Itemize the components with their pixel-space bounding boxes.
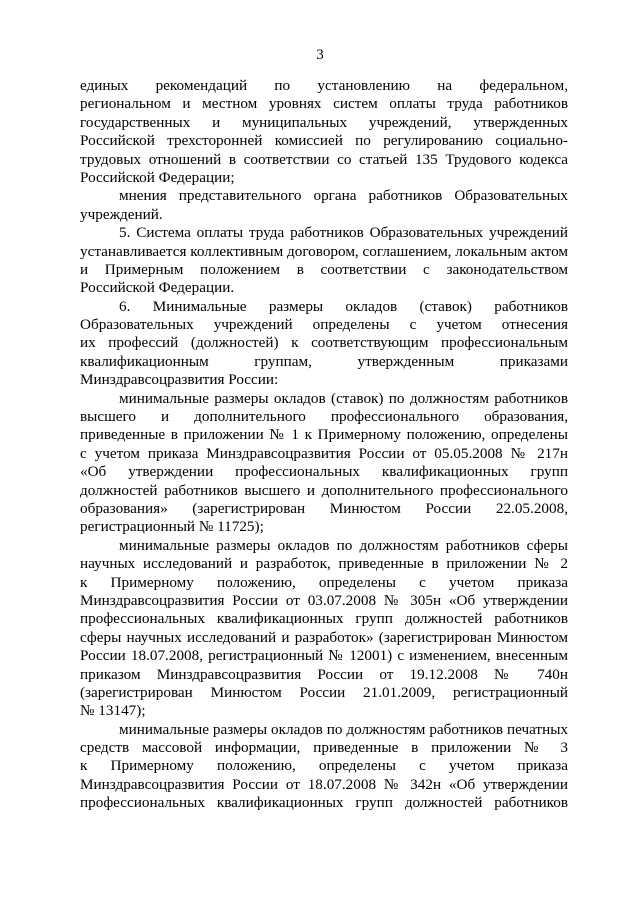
text-line: Российской Федерации. <box>80 279 235 297</box>
text-line: с учетом приказа Минздравсоцразвития России от 05.05.2008 № 217н <box>80 444 568 462</box>
text-line: № 13147); <box>80 702 146 720</box>
text-line: учреждений. <box>80 205 163 223</box>
text-line: минимальные размеры окладов по должностям работников сферы <box>119 536 568 554</box>
text-line: 6. Минимальные размеры окладов (ставок) работников <box>119 297 568 315</box>
text-line: устанавливается коллективным договором, соглашением, локальным актом <box>80 242 568 260</box>
page-number: 3 <box>316 47 324 63</box>
text-line: профессиональных квалификационных групп должностей работников <box>80 794 568 812</box>
text-line: их профессий (должностей) к соответствующим профессиональным <box>80 334 568 352</box>
text-line: Минздравсоцразвития России от 18.07.2008 № 342н «Об утверждении <box>80 775 568 793</box>
text-line: минимальные размеры окладов по должностям работников печатных <box>119 720 568 738</box>
text-line: единых рекомендаций по установлению на федеральном, <box>80 77 568 94</box>
text-line: Российской трехсторонней комиссией по регулированию социально- <box>80 132 568 150</box>
text-line: государственных и муниципальных учреждений, утвержденных <box>80 113 568 131</box>
text-line: высшего и дополнительного профессионального образования, <box>80 408 568 426</box>
text-line: трудовых отношений в соответствии со статьей 135 Трудового кодекса <box>80 150 568 168</box>
text-line: минимальные размеры окладов (ставок) по должностям работников <box>119 389 568 407</box>
text-line: научных исследований и разработок, приведенные в приложении № 2 <box>80 555 568 573</box>
text-line: мнения представительного органа работников Образовательных <box>119 187 568 205</box>
text-line: 5. Система оплаты труда работников Образовательных учреждений <box>119 224 568 242</box>
text-line: Минздравсоцразвития России от 03.07.2008 № 305н «Об утверждении <box>80 591 568 609</box>
text-line: приведенные в приложении № 1 к Примерному положению, определены <box>80 426 568 444</box>
text-line: сферы научных исследований и разработок» (зарегистрирован Минюстом <box>80 628 568 646</box>
text-line: профессиональных квалификационных групп должностей работников <box>80 610 568 628</box>
text-line: регистрационный № 11725); <box>80 518 264 536</box>
text-line: должностей работников высшего и дополнительного профессионального <box>80 481 568 499</box>
text-line: (зарегистрирован Минюстом России 21.01.2009, регистрационный <box>80 683 568 701</box>
document-body <box>80 77 568 813</box>
text-line: Российской Федерации; <box>80 168 235 186</box>
text-line: «Об утверждении профессиональных квалификационных групп <box>80 463 568 481</box>
text-line: приказом Минздравсоцразвития России от 19.12.2008 № 740н <box>80 665 568 683</box>
text-line: образования» (зарегистрирован Минюстом России 22.05.2008, <box>80 499 568 517</box>
text-line: квалификационным группам, утвержденным приказами <box>80 352 568 370</box>
text-line: Образовательных учреждений определены с учетом отнесения <box>80 316 568 334</box>
text-line: и Примерным положением в соответствии с законодательством <box>80 260 568 278</box>
text-line: средств массовой информации, приведенные в приложении № 3 <box>80 739 568 757</box>
text-line: региональном и местном уровнях систем оплаты труда работников <box>80 95 568 113</box>
text-line: России 18.07.2008, регистрационный № 12001) с изменением, внесенным <box>80 647 568 665</box>
text-line: Минздравсоцразвития России: <box>80 371 279 389</box>
text-line: к Примерному положению, определены с учетом приказа <box>80 573 568 591</box>
text-line: к Примерному положению, определены с учетом приказа <box>80 757 568 775</box>
